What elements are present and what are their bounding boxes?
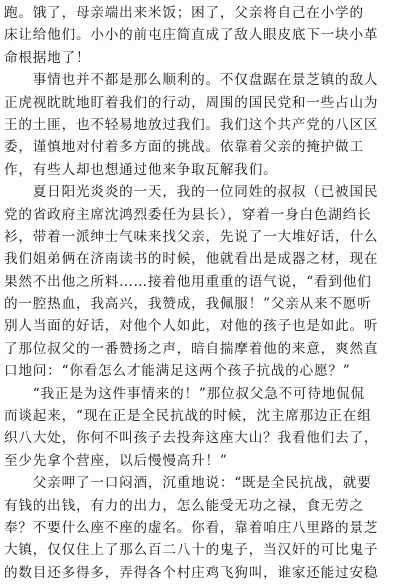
- paragraph-4: [4, 383, 399, 473]
- text-line: 口地问：“你看怎么才能满足这两个孩子抗战的心愿？”: [4, 363, 351, 380]
- text-line: 大镇，仅仅住上了那么百二八十的鬼子，当汉奸的可比鬼子: [4, 542, 379, 559]
- text-line: 委，谨慎地对付着多方面的挑战。依靠着父亲的掩护做工: [4, 139, 364, 156]
- text-line: 而谈起来，“现在正是全民抗战的时候，沈主席那边正在组: [4, 408, 372, 425]
- paragraph-2: [4, 69, 399, 181]
- text-line: 我们姐弟俩在济南读书的时候，他就看出是成器之材，现在: [4, 251, 379, 268]
- text-line: 床让给他们。小小的前屯庄简直成了敌人眼皮底下一块小革: [4, 27, 379, 44]
- text-line: 父亲呷了一口闷酒，沉重地说：“既是全民抗战，就要: [4, 475, 372, 492]
- text-line: 至少先拿个营座，以后慢慢高升！”: [4, 452, 228, 469]
- text-line: 别人当面的好话，对他个人如此，对他的孩子也是如此。听: [4, 318, 379, 335]
- text-line: 正虎视眈眈地盯着我们的行动，周围的国民党和一些占山为: [4, 94, 379, 111]
- text-line: 奉？不要什么座不座的虚名。你看，靠着咱庄八里路的景芝: [4, 519, 379, 536]
- text-line: 作，有些人却也想通过他来争取瓦解我们。: [4, 161, 278, 178]
- paragraph-1: [4, 2, 399, 69]
- text-line: 了那位叔父的一番赞扬之声，暗自揣摩着他的来意，爽然直: [4, 340, 379, 357]
- text-line: 的数目还多得多，弄得各个村庄鸡飞狗叫，谁家还能过安稳: [4, 564, 379, 581]
- text-line: 织八大处，你何不叫孩子去投奔这座大山？我看他们去了，: [4, 430, 379, 447]
- text-line: 事情也并不都是那么顺利的。不仅盘踞在景芝镇的敌人: [4, 72, 379, 89]
- text-line: 跑。饿了，母亲端出来米饭；困了，父亲将自己在小学的: [4, 5, 364, 21]
- text-line: 有钱的出钱，有力的出力，怎么能受无功之禄，食无劳之: [4, 497, 364, 514]
- text-line: 果然不出他之所料……接着他用重重的语气说，“看到他们: [4, 273, 372, 290]
- text-line: 王的土匪，也不轻易地放过我们。我们这个共产党的八区区: [4, 116, 379, 133]
- paragraph-3: [4, 181, 399, 383]
- text-line: 的一腔热血，我高兴，我赞成，我佩服！”父亲从来不愿听: [4, 296, 372, 313]
- text-line: 命根据地了！: [4, 49, 91, 66]
- text-line: 党的省政府主席沈鸿烈委任为县长），穿着一身白色湖绉长: [4, 206, 372, 223]
- paragraph-5: [4, 472, 399, 584]
- text-line: “我正是为这件事情来的！”那位叔父急不可待地侃侃: [4, 385, 365, 402]
- text-line: 夏日阳光炎炎的一天，我的一位同姓的叔叔（已被国民: [4, 184, 379, 201]
- text-line: 衫，带着一派绅士气味来找父亲，先说了一大堆好话，什么: [4, 228, 379, 245]
